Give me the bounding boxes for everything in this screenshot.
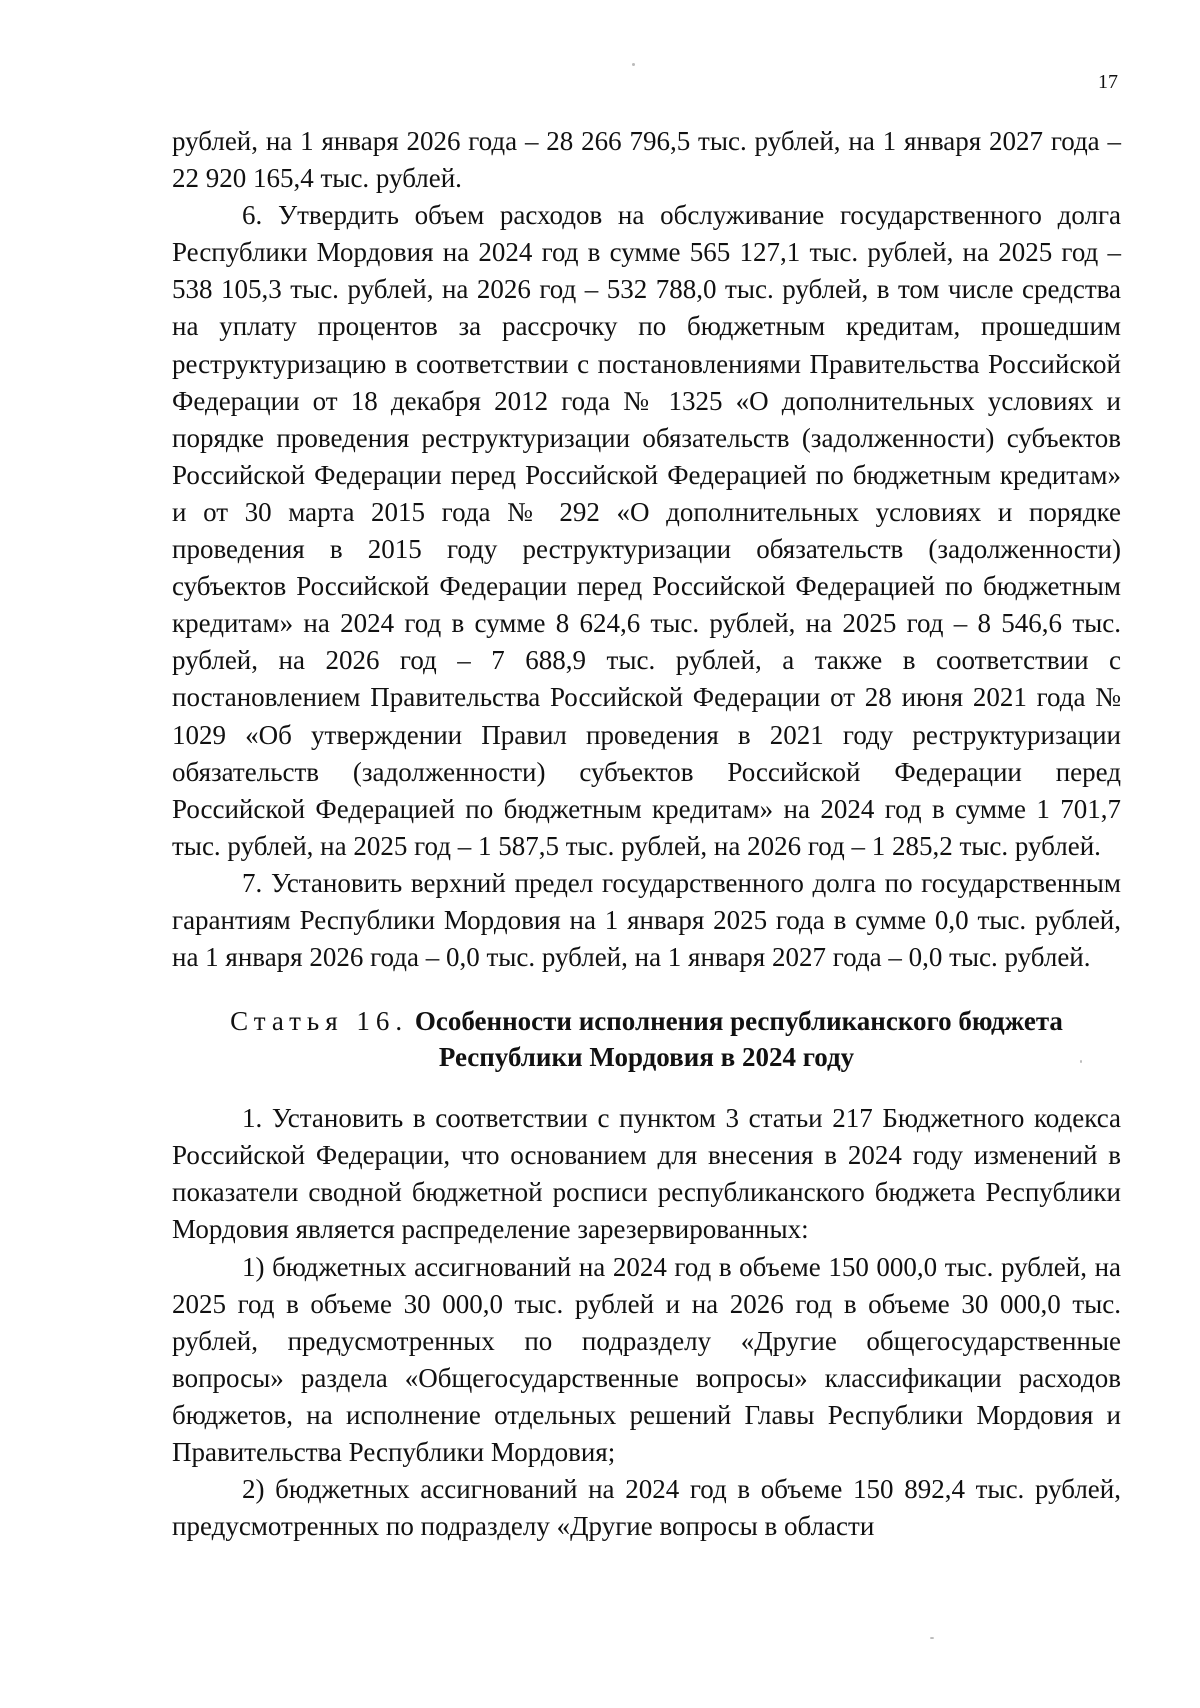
paragraph-subitem-1: 1) бюджетных ассигнований на 2024 год в объеме 150 000,0 тыс. рублей, на 2025 год в объеме 30 000,0 тыс. рублей и на 2026 год в объеме 30 000,0 тыс. рублей, предусмотренных по подразделу «Другие общегосударственные вопросы» раздела «Общегосударственные вопросы» классификации расходов бюджетов, на исполнение отдельных решений Главы Республики Мордовия и Правительства Республики Мордовия; <box>172 1251 1121 1467</box>
paragraph-continuation: рублей, на 1 января 2026 года – 28 266 796,5 тыс. рублей, на 1 января 2027 года – 22 920 165,4 тыс. рублей. <box>172 126 1121 194</box>
paragraph-item-6: 6. Утвердить объем расходов на обслуживание государственного долга Республики Мордовия на 2024 год в сумме 565 127,1 тыс. рублей, на 2025 год – 538 105,3 тыс. рублей, на 2026 год – 532 788,0 тыс. рублей, в том числе средства на уплату процентов за рассрочку по бюджетным кредитам, прошедшим реструктуризацию в соответствии с постановлениями Правительства Российской Федерации от 18 декабря 2012 года № 1325 «О дополнительных условиях и порядке проведения реструктуризации обязательств (задолженности) субъектов Российской Федерации перед Российской Федерацией по бюджетным кредитам» и от 30 марта 2015 года № 292 «О дополнительных условиях и порядке проведения в 2015 году реструктуризации обязательств (задолженности) субъектов Российской Федерации перед Российской Федерацией по бюджетным кредитам» на 2024 год в сумме 8 624,6 тыс. рублей, на 2025 год – 8 546,6 тыс. рублей, на 2026 год – 7 688,9 тыс. рублей, а также в соответствии с постановлением Правительства Российской Федерации от 28 июня 2021 года № 1029 «Об утверждении Правил проведения в 2021 году реструктуризации обязательств (задолженности) субъектов Российской Федерации перед Российской Федерацией по бюджетным кредитам» на 2024 год в сумме 1 701,7 тыс. рублей, на 2025 год – 1 587,5 тыс. рублей, на 2026 год – 1 285,2 тыс. рублей. <box>172 200 1121 861</box>
scan-speck <box>1080 1060 1082 1063</box>
article-title-line1: Особенности исполнения республиканского бюджета <box>414 1006 1063 1037</box>
article-heading <box>172 1003 1121 1075</box>
document-body <box>172 123 1121 1545</box>
page-number: 17 <box>1098 71 1118 93</box>
article-title-line2: Республики Мордовия в 2024 году <box>438 1042 855 1073</box>
paragraph-subitem-2: 2) бюджетных ассигнований на 2024 год в объеме 150 892,4 тыс. рублей, предусмотренных по подразделу «Другие вопросы в области <box>172 1474 1121 1542</box>
scan-speck <box>632 63 635 66</box>
paragraph-item-7: 7. Установить верхний предел государственного долга по государственным гарантиям Республики Мордовия на 1 января 2025 года в сумме 0,0 тыс. рублей, на 1 января 2026 года – 0,0 тыс. рублей, на 1 января 2027 года – 0,0 тыс. рублей. <box>172 867 1121 973</box>
article-label: Статья 16. <box>230 1006 409 1037</box>
paragraph-item-1: 1. Установить в соответствии с пунктом 3 статьи 217 Бюджетного кодекса Российской Федерации, что основанием для внесения в 2024 году изменений в показатели сводной бюджетной росписи республиканского бюджета Республики Мордовия является распределение зарезервированных: <box>172 1103 1121 1245</box>
scan-speck <box>930 1637 934 1639</box>
